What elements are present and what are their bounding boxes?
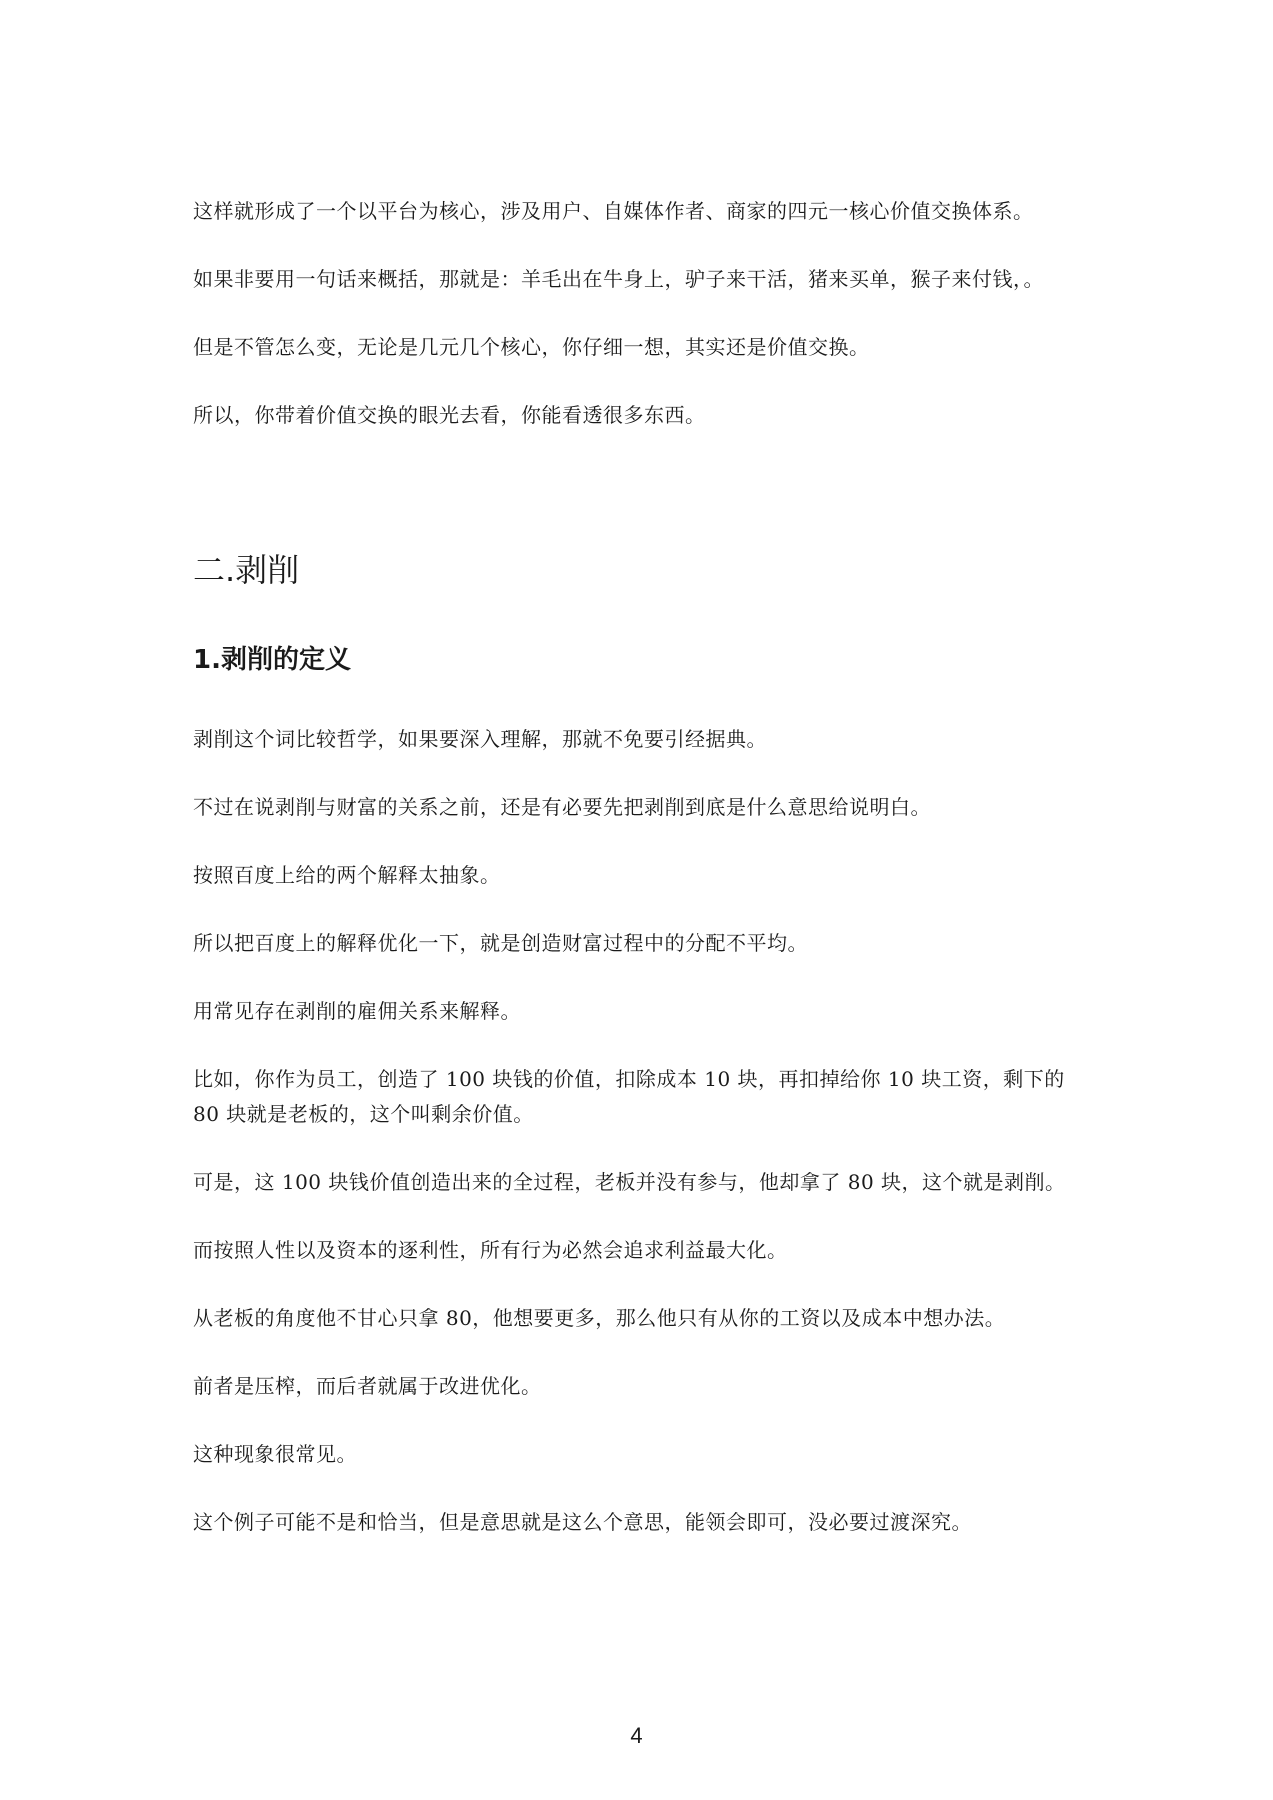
section-heading: 二.剥削 — [193, 551, 300, 589]
paragraph: 而按照人性以及资本的逐利性，所有行为必然会追求利益最大化。 — [193, 1238, 788, 1262]
paragraph: 但是不管怎么变，无论是几元几个核心，你仔细一想，其实还是价值交换。 — [193, 335, 870, 359]
paragraph: 这样就形成了一个以平台为核心，涉及用户、自媒体作者、商家的四元一核心价值交换体系。 — [193, 199, 1034, 223]
paragraph: 用常见存在剥削的雇佣关系来解释。 — [193, 999, 521, 1023]
page-number: 4 — [630, 1723, 643, 1748]
paragraph: 按照百度上给的两个解释太抽象。 — [193, 863, 501, 887]
paragraph: 不过在说剥削与财富的关系之前，还是有必要先把剥削到底是什么意思给说明白。 — [193, 795, 931, 819]
subsection-heading: 1.剥削的定义 — [193, 645, 351, 675]
page-content — [193, 194, 1088, 1573]
paragraph: 可是，这 100 块钱价值创造出来的全过程，老板并没有参与，他却拿了 80 块，这个就是剥削。 — [193, 1170, 1066, 1194]
paragraph: 如果非要用一句话来概括，那就是：羊毛出在牛身上，驴子来干活，猪来买单，猴子来付钱，。 — [193, 267, 1044, 291]
paragraph: 这种现象很常见。 — [193, 1442, 357, 1466]
paragraph: 从老板的角度他不甘心只拿 80，他想要更多，那么他只有从你的工资以及成本中想办法。 — [193, 1306, 1006, 1330]
paragraph: 这个例子可能不是和恰当，但是意思就是这么个意思，能领会即可，没必要过渡深究。 — [193, 1510, 972, 1534]
paragraph: 前者是压榨，而后者就属于改进优化。 — [193, 1374, 542, 1398]
paragraph: 所以把百度上的解释优化一下，就是创造财富过程中的分配不平均。 — [193, 931, 808, 955]
paragraph: 剥削这个词比较哲学，如果要深入理解，那就不免要引经据典。 — [193, 727, 767, 751]
paragraph: 比如，你作为员工，创造了 100 块钱的价值，扣除成本 10 块，再扣掉给你 10 块工资，剩下的 80 块就是老板的，这个叫剩余价值。 — [193, 1067, 1065, 1126]
paragraph: 所以，你带着价值交换的眼光去看，你能看透很多东西。 — [193, 403, 706, 427]
